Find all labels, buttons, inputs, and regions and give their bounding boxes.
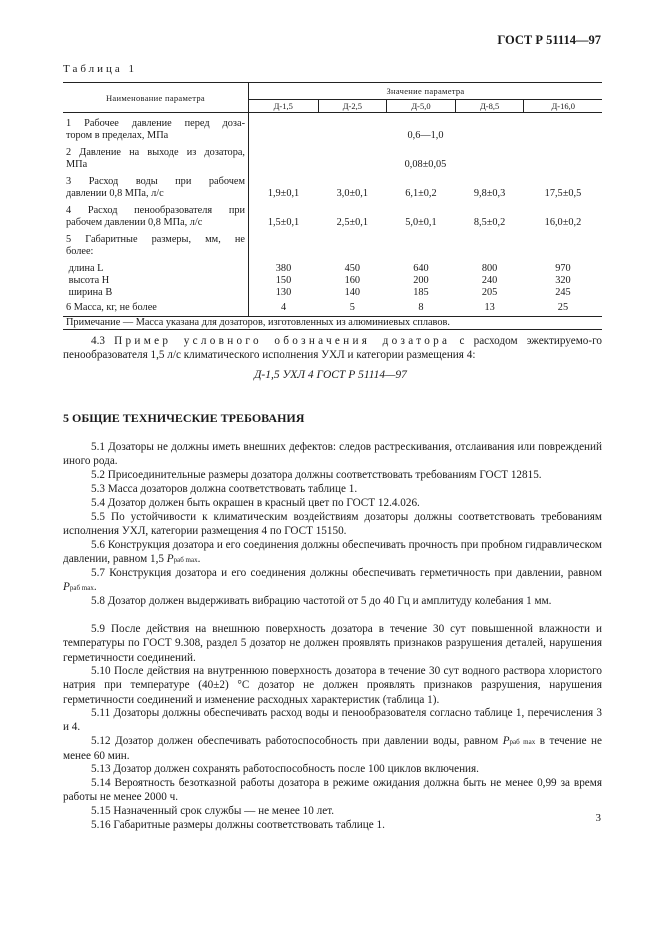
document-header: ГОСТ Р 51114—97 <box>497 33 601 47</box>
row-label: 6 Масса, кг, не более <box>63 299 249 317</box>
paragraph: 5.2 Присоединительные размеры дозатора должны соответствовать требованиям ГОСТ 12815. <box>91 469 542 481</box>
cell-value: 640 <box>413 263 429 274</box>
parameters-table <box>63 82 602 330</box>
cell-value: 1,9±0,1 <box>267 188 300 199</box>
row-label: 2 Давление на выходе из дозатора, <box>66 147 245 158</box>
cell-value: 450 <box>344 263 361 274</box>
cell-value: 17,5±0,5 <box>544 188 582 199</box>
designation-example: Д-1,5 УХЛ 4 ГОСТ Р 51114—97 <box>254 369 407 381</box>
table-caption: Таблица 1 <box>63 63 138 75</box>
cell-value: 150 <box>275 275 292 286</box>
cell-value: 3,0±0,1 <box>336 188 369 199</box>
model-header: Д-2,5 <box>318 100 387 113</box>
cell-value: 130 <box>275 287 292 298</box>
row-value: 0,08±0,05 <box>404 159 447 170</box>
cell-value: 9,8±0,3 <box>473 188 506 199</box>
row-label: давлении 0,8 МПа, л/с <box>66 188 164 199</box>
paragraph: 5.10 После действия на внутреннюю поверхность дозатора в течение 30 сут водного раствора хлористого натрия при температуре (40±2) °С дозатор не должен проявлять признаков разрушения, нарушения герметичности соединений и изменение расходных характеристик (таблица 1). <box>63 665 602 706</box>
cell-value: 970 <box>555 263 571 274</box>
row-label: рабочем давлении 0,8 МПа, л/с <box>66 217 203 228</box>
cell-value: 25 <box>557 302 569 313</box>
cell-value: 380 <box>275 263 292 274</box>
row-label: 4 Расход пенообразователя при <box>66 205 245 216</box>
paragraph-5-7: 5.7 Конструкция дозатора и его соединения должны обеспечивать герметичность при давлении, равном Pраб max. <box>63 567 602 594</box>
cell-value: 2,5±0,1 <box>336 217 369 228</box>
row-label: 3 Расход воды при рабочем <box>66 176 245 187</box>
paragraph: 5.1 Дозаторы не должны иметь внешних дефектов: следов растрескивания, отслаивания или повреждений иного рода. <box>63 441 602 468</box>
cell-value: 16,0±0,2 <box>544 217 582 228</box>
paragraph: 5.16 Габаритные размеры должны соответствовать таблице 1. <box>91 819 385 831</box>
paragraph-5-12: 5.12 Дозатор должен обеспечивать работоспособность при давлении воды, равном Pраб max в течение не менее 60 мин. <box>63 735 602 763</box>
row-label: 5 Габаритные размеры, мм, не <box>66 234 245 245</box>
paragraph: 5.8 Дозатор должен выдерживать вибрацию частотой от 5 до 40 Гц и амплитуду колебания 1 мм. <box>91 595 552 607</box>
paragraph: 5.9 После действия на внешнюю поверхность дозатора в течение 30 сут повышенной влажности и температуры по ГОСТ 9.308, раздел 5 дозатор не должен проявлять признаков разрушения деталей, нарушения герметичности соединений. <box>63 623 602 664</box>
paragraph: 5.5 По устойчивости к климатическим воздействиям дозаторы должны соответствовать требованиям исполнения УХЛ, категории размещения 4 по ГОСТ 15150. <box>63 511 602 538</box>
section-title: 5 ОБЩИЕ ТЕХНИЧЕСКИЕ ТРЕБОВАНИЯ <box>63 411 305 425</box>
model-header: Д-8,5 <box>455 100 524 113</box>
paragraph: 5.4 Дозатор должен быть окрашен в красный цвет по ГОСТ 12.4.026. <box>91 497 420 509</box>
paragraph: 5.3 Масса дозаторов должна соответствовать таблице 1. <box>91 483 358 495</box>
cell-value: 200 <box>413 275 429 286</box>
paragraph: 5.11 Дозаторы должны обеспечивать расход воды и пенообразователя согласно таблице 1, перечисления 3 и 4. <box>63 707 602 734</box>
paragraph-4-3: 4.3 Пример условного обозначения дозатора с расходом эжектируемо-го пенообразователя 1,5 л/с климатического исполнения УХЛ и категории размещения 4: <box>63 335 603 362</box>
paragraph-5-6: 5.6 Конструкция дозатора и его соединения должны обеспечивать прочность при пробном гидравлическом давлении, равном 1,5 Pраб max. <box>63 539 602 566</box>
cell-value: 13 <box>484 302 495 313</box>
row-value: 0,6—1,0 <box>407 130 444 141</box>
cell-value: 245 <box>555 287 571 298</box>
cell-value: 240 <box>481 275 498 286</box>
row-label: 1 Рабочее давление перед доза- <box>66 118 245 129</box>
cell-value: 205 <box>481 287 498 298</box>
cell-value: 4 <box>280 302 287 313</box>
dimension-label: длина L <box>68 263 104 274</box>
paragraph: 5.14 Вероятность безотказной работы дозатора в режиме ожидания должна быть не менее 0,99 за время работы не менее 2000 ч. <box>63 777 602 804</box>
cell-value: 140 <box>344 287 361 298</box>
row-label: более: <box>66 246 94 257</box>
paragraph: 5.15 Назначенный срок службы — не менее 10 лет. <box>91 805 335 817</box>
row-label: МПа <box>66 159 88 170</box>
cell-value: 6,1±0,2 <box>405 188 437 199</box>
name-column-header: Наименование параметра <box>63 83 249 113</box>
table-note: Примечание — Масса указана для дозаторов, изготовленных из алюминиевых сплавов. <box>63 317 602 330</box>
model-header: Д-5,0 <box>387 100 456 113</box>
cell-value: 185 <box>413 287 429 298</box>
cell-value: 5 <box>349 302 355 313</box>
cell-value: 8 <box>418 302 424 313</box>
cell-value: 8,5±0,2 <box>473 217 506 228</box>
cell-value: 320 <box>555 275 571 286</box>
model-header: Д-1,5 <box>249 100 319 113</box>
cell-value: 800 <box>481 263 498 274</box>
dimension-label: ширина B <box>68 287 113 298</box>
value-column-header: Значение параметра <box>249 83 603 100</box>
model-header: Д-16,0 <box>524 100 602 113</box>
page-number: 3 <box>595 812 601 824</box>
cell-value: 1,5±0,1 <box>267 217 300 228</box>
paragraph: 5.13 Дозатор должен сохранять работоспособность после 100 циклов включения. <box>91 763 479 775</box>
cell-value: 160 <box>344 275 361 286</box>
dimension-label: высота H <box>68 275 110 286</box>
cell-value: 5,0±0,1 <box>405 217 437 228</box>
row-label: тором в пределах, МПа <box>66 130 169 141</box>
